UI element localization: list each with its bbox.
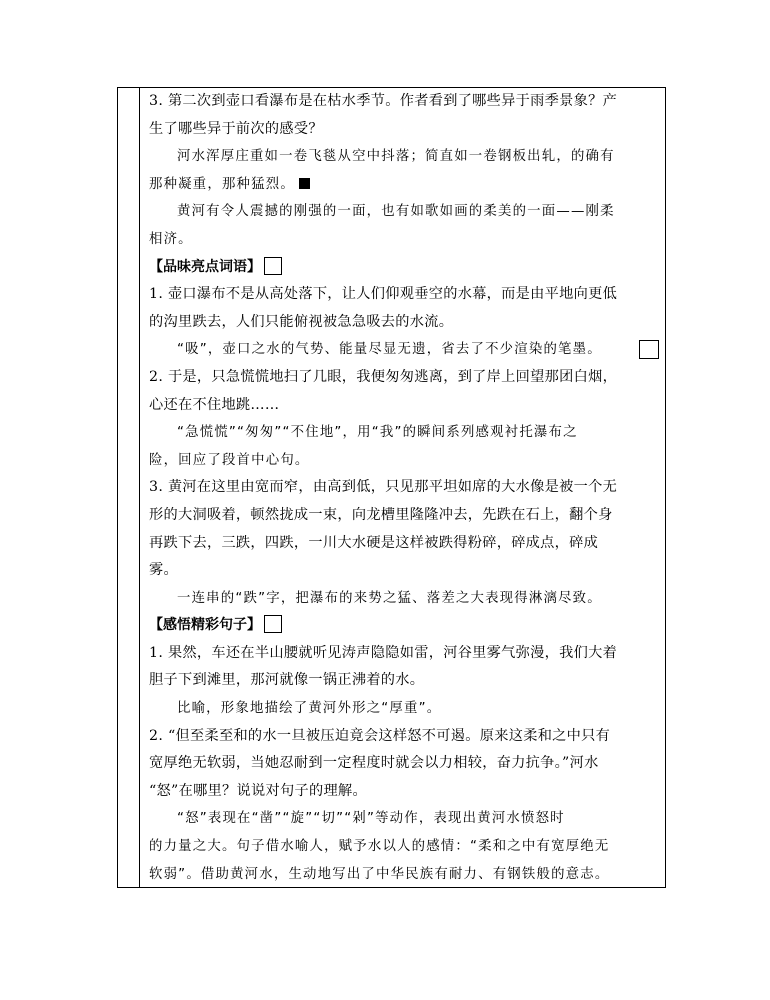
words-item-1-answer: “吸”，壶口之水的气势、能量尽显无遗，省去了不少渲染的笔墨。 [177, 342, 602, 358]
answer-3-1-line-1: 河水浑厚庄重如一卷飞毯从空中抖落；简直如一卷钢板出轧，的确有 [177, 149, 615, 165]
sentences-heading-row [149, 612, 659, 640]
words-section-heading: 【品味亮点词语】 [149, 258, 261, 275]
sentences-item-1-line-1: 1. 果然，车还在半山腰就听见涛声隐隐如雷，河谷里雾气弥漫，我们大着 [149, 644, 618, 661]
words-item-2-line-2: 心还在不住地跳…… [149, 396, 280, 413]
words-item-3-line-4: 雾。 [149, 562, 178, 579]
answer-3-1-line-2 [149, 171, 659, 199]
words-heading-row [149, 254, 659, 282]
words-item-2-answer-line-2: 险，回应了段首中心句。 [149, 452, 310, 468]
answer-3-1-line-2-text: 那种凝重，那种猛烈。 [149, 176, 295, 192]
sentences-item-1-line-2: 胆子下到滩里，那河就像一锅正沸着的水。 [149, 672, 425, 689]
question-3-line-1: 3. 第二次到壶口看瀑布是在枯水季节。作者看到了哪些异于雨季景象？产 [149, 93, 618, 109]
table-content-cell [149, 88, 659, 888]
sentences-item-2-line-1: 2. “但至柔至和的水一旦被压迫竟会这样怒不可遏。原来这柔和之中只有 [149, 727, 611, 744]
sentences-item-2-answer-line-1: “怒”表现在“凿”“旋”“切”“剁”等动作，表现出黄河水愤怒时 [177, 811, 565, 827]
answer-3-2-line-1: 黄河有令人震撼的刚强的一面，也有如歌如画的柔美的一面——刚柔 [177, 204, 615, 220]
words-item-2-line-1: 2. 于是，只急慌慌地扫了几眼，我便匆匆逃离，到了岸上回望那团白烟， [149, 368, 618, 385]
sentences-item-2-line-3: “怒”在哪里？说说对句子的理解。 [149, 782, 367, 799]
words-heading-checkbox[interactable] [264, 257, 282, 275]
words-item-3-answer: 一连串的“跌”字，把瀑布的来势之猛、落差之大表现得淋漓尽致。 [177, 590, 602, 606]
words-item-2-answer-line-1: “急慌慌”“匆匆”“不住地”，用“我”的瞬间系列感观衬托瀑布之 [177, 425, 578, 441]
sentences-item-2-line-2: 宽厚绝无软弱，当她忍耐到一定程度时就会以力相较，奋力抗争。”河水 [149, 755, 599, 772]
sentences-heading-checkbox[interactable] [264, 615, 282, 633]
table-left-column [118, 88, 140, 887]
words-item-1-checkbox[interactable] [639, 340, 659, 359]
words-item-1-answer-row [149, 336, 659, 364]
words-item-3-line-1: 3. 黄河在这里由宽而窄，由高到低，只见那平坦如席的大水像是被一个无 [149, 479, 618, 496]
worksheet-table [117, 87, 666, 888]
question-3-line-2: 生了哪些异于前次的感受？ [149, 120, 323, 137]
filled-square-icon [299, 178, 310, 189]
sentences-section-heading: 【感悟精彩句子】 [149, 617, 261, 634]
words-item-3-line-2: 形的大洞吸着，顿然拢成一束，向龙槽里隆隆冲去，先跌在石上，翻个身 [149, 506, 613, 523]
sentences-item-2-answer-line-2: 的力量之大。句子借水喻人，赋予水以人的感情：“柔和之中有宽厚绝无 [149, 839, 610, 855]
sentences-item-1-answer: 比喻，形象地描绘了黄河外形之“厚重”。 [177, 701, 442, 717]
answer-3-2-line-2: 相济。 [149, 231, 193, 247]
words-item-1-line-2: 的沟里跌去，人们只能俯视被急急吸去的水流。 [149, 313, 454, 330]
words-item-1-line-1: 1. 壶口瀑布不是从高处落下，让人们仰观垂空的水幕，而是由平地向更低 [149, 286, 618, 303]
sentences-item-2-answer-line-3: 软弱”。借助黄河水，生动地写出了中华民族有耐力、有钢铁般的意志。 [149, 866, 610, 882]
words-item-3-line-3: 再跌下去，三跌，四跌，一川大水硬是这样被跌得粉碎，碎成点，碎成 [149, 534, 599, 551]
